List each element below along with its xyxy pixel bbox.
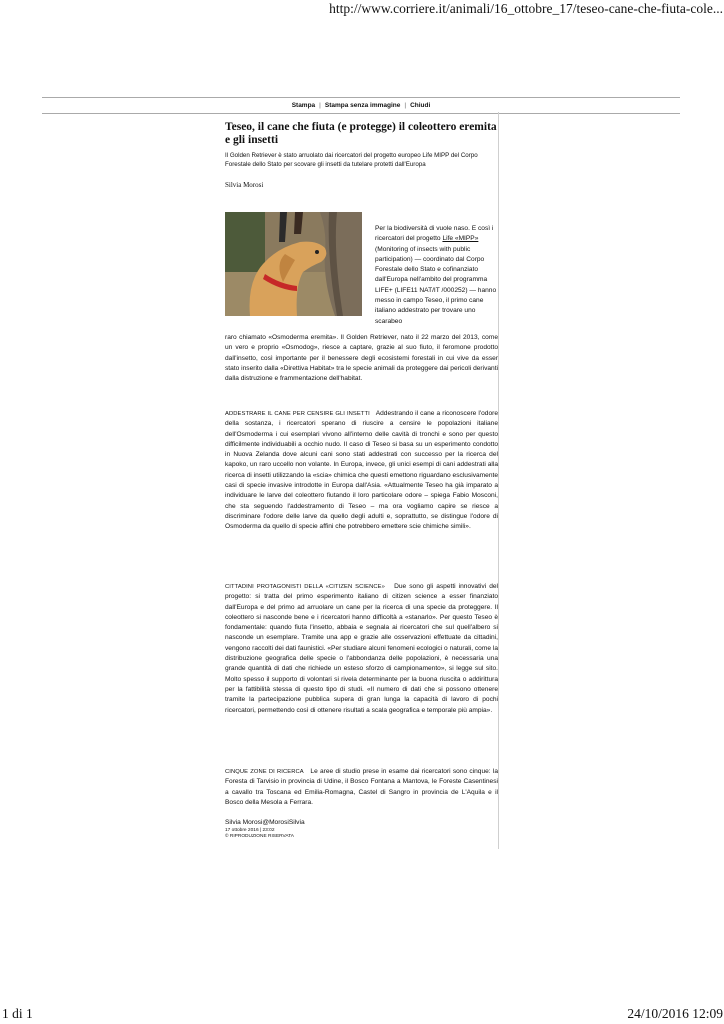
article-intro-floated (375, 224, 498, 327)
article-header (225, 121, 498, 189)
intro-text-b: (Monitoring of insects with public participation) — coordinato dal Corpo Forestale dello Stato e cofinanziato dall'Europa nell'ambito del programma LIFE+ (LIFE11 NAT/IT /000252) — hanno messo in campo Teseo, il primo cane italiano addestrato per trovare uno scarabeo (375, 245, 497, 325)
article-author: Silvia Morosi (225, 181, 264, 189)
print-toolbar (42, 97, 680, 114)
dog-photo-image (225, 212, 362, 316)
section-text: Le aree di studio prese in esame dai ricercatori sono cinque: la Foresta di Tarvisio in provincia di Udine, il Bosco Fontana a Mantova, le Foreste Casentinesi a cavallo tra Toscana ed Emilia-Romagna, Castel di Sangro in provincia de L'Aquila e il Bosco della Mesola a Ferrara. (225, 768, 498, 806)
section-text: Due sono gli aspetti innovativi del progetto: si tratta del primo esperimento italiano di citizen science a esser finanziato dall'Europa e del primo ad arruolare un cane per la ricerca di una specie da proteggere. Il coleottero si nasconde bene e i ricercatori hanno difficoltà a «stanarlo». Per questo Teseo è fondamentale: quando fiuta l'insetto, abbaia e segnala ai ricercatori che sul quell'albero si nasconde un esemplare. Tramite una app e grazie alle osservazioni effettuate da cittadini, vengono raccolti dei dati faunistici. «Per studiare alcuni fenomeni ecologici o naturali, come la distribuzione geografica delle specie o l'abbondanza delle popolazioni, è necessaria una grande quantità di dati che richiede un esteso sforzo di campionamento», si legge sul sito. Molto spesso il supporto di volontari si rivela determinante per la buona riuscita o addirittura per la fattibilità stessa di questo tipo di studi. «Il numero di dati che si possono ottenere tramite la partecipazione pubblica supera di gran lunga la capacità di lavoro di pochi ricercatori, permettendo così di ottenere risultati a scala geografica e temporale più ampia». (225, 583, 498, 714)
intro-continuation: raro chiamato «Osmoderma eremita». Il Golden Retriever, nato il 22 marzo del 2013, come un vero e proprio «Osmodog», riesce a captare, grazie al suo fiuto, il feromone prodotto dall'insetto, così importante per il benessere degli ecosistemi forestali in cui vive da esser stato inserito dalla «Direttiva Habitat» tra le specie animali da proteggere dai pericoli derivanti dalla distruzione e frammentazione dell'habitat. (225, 334, 498, 383)
section-text: Addestrando il cane a riconoscere l'odore della sostanza, i ricercatori sperano di riuscire a censire le popolazioni italiane dell'Osmoderma i cui esemplari vivono all'interno delle cavità di tronchi e sono per questo difficilmente individuabili a occhio nudo. Il caso di Teseo si basa su un esperimento condotto in Nuova Zelanda dove alcuni cani sono stati addestrati con successo per la ricerca del kapoko, un raro uccello non volante. In Europa, invece, gli unici esempi di cani addestrati alla ricerca di insetti utilizzando la «scia» chimica che questi emettono riguardano esclusivamente casi di specie invasive introdotte in Europa dall'Asia. «Attualmente Teseo ha già imparato a individuare le larve del coleottero fiutando il loro particolare odore – spiega Fabio Mosconi, che sta seguendo l'addestramento di Teseo – ma ora vogliamo capire se riesce a discriminare l'odore delle larve da quello degli adulti e, soprattutto, se distingue l'odore di Osmoderma da quello di specie affini che potrebbero emettere scie chimiche simili». (225, 410, 499, 531)
column-divider (498, 112, 499, 849)
footer-meta (225, 828, 294, 840)
article-title: Teseo, il cane che fiuta (e protegge) il coleottero eremita e gli insetti (225, 121, 497, 146)
section-heading: CINQUE ZONE DI RICERCA (225, 769, 304, 775)
publish-date: 17 ottobre 2016 | 23:02 (225, 828, 275, 833)
page-number: 1 di 1 (2, 1006, 33, 1021)
intro-text-a: Per la biodiversità di vuole naso. E così i ricercatori del progetto (375, 225, 494, 243)
print-link[interactable]: Stampa (291, 102, 316, 109)
section-research-zones (225, 767, 498, 808)
close-link[interactable]: Chiudi (410, 102, 431, 109)
page-url: http://www.corriere.it/animali/16_ottobre_17/teseo-cane-che-fiuta-cole... (329, 1, 723, 16)
print-no-image-link[interactable]: Stampa senza immagine (324, 102, 401, 109)
section-heading: CITTADINI PROTAGONISTI DELLA «CITIZEN SCIENCE» (225, 584, 385, 590)
article-subtitle: Il Golden Retriever è stato arruolato dai ricercatori del progetto europeo Life MIPP del Corpo Forestale dello Stato per scovare gli insetti da tutelare protetti dall'Europa (225, 152, 478, 168)
rights-notice: © RIPRODUZIONE RISERVATA (225, 834, 295, 839)
section-training (225, 409, 498, 533)
section-heading: ADDESTRARE IL CANE PER CENSIRE GLI INSETTI (225, 411, 370, 417)
section-citizen-science (225, 582, 498, 716)
footer-author: Silvia Morosi@MorosiSilvia (225, 819, 305, 826)
dog-photo (225, 212, 362, 316)
separator: | (404, 102, 407, 109)
life-mipp-link[interactable]: Life «MIPP» (442, 235, 479, 243)
separator: | (319, 102, 321, 109)
print-datetime: 24/10/2016 12:09 (627, 1006, 723, 1021)
